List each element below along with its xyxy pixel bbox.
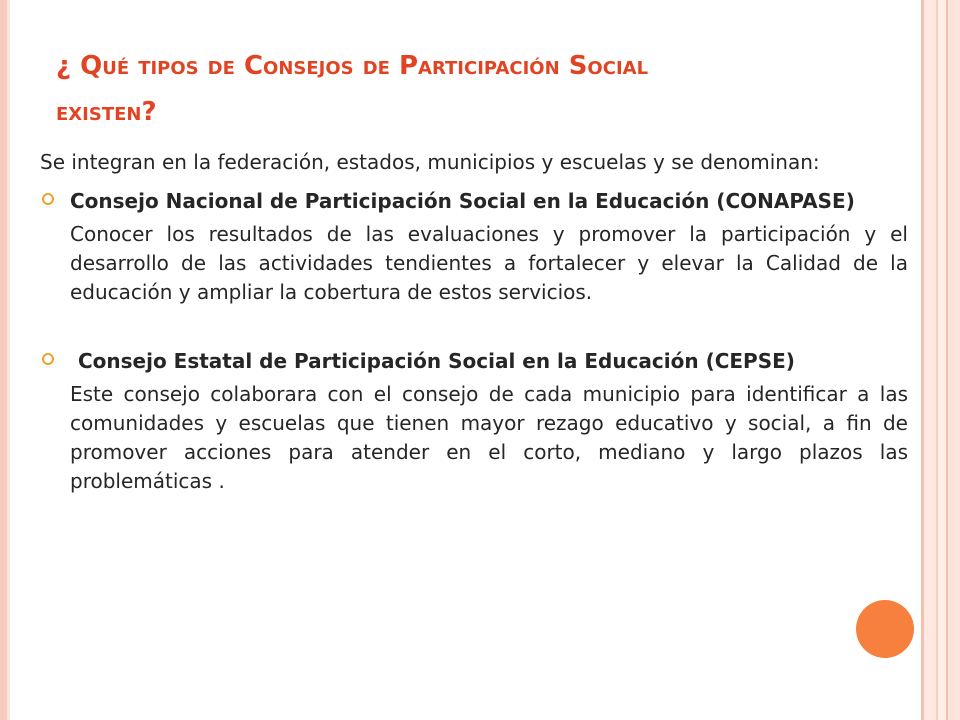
slide-title-line1: ¿ Qué tipos de Consejos de Participación Social (56, 51, 649, 81)
right-decorative-border (917, 0, 960, 720)
circle-bullet-icon (42, 353, 54, 365)
bullet-heading: Consejo Estatal de Participación Social en la Educación (CEPSE) (78, 349, 795, 373)
bullet-description: Este consejo colaborara con el consejo de cada municipio para identificar a las comunidades y escuelas que tienen mayor rezago educativo y social, a fin de promover acciones para atender en el corto, mediano y largo plazos las problemáticas . (70, 382, 908, 493)
circle-bullet-icon (42, 193, 54, 205)
slide-title-line2: existen? (56, 97, 157, 127)
bullet-item-cepse (40, 347, 908, 376)
bullet-description: Conocer los resultados de las evaluaciones y promover la participación y el desarrollo de las actividades tendientes a fortalecer y elevar la Calidad de la educación y ampliar la cobertura de estos servicios. (70, 222, 908, 304)
slide-body (40, 148, 908, 496)
slide-title (56, 43, 896, 135)
bullet-heading: Consejo Nacional de Participación Social en la Educación (CONAPASE) (70, 189, 855, 213)
bullet-item-conapase (40, 187, 908, 216)
orange-circle-decoration (856, 600, 914, 658)
left-decorative-stripe (0, 0, 10, 720)
intro-text: Se integran en la federación, estados, municipios y escuelas y se denominan: (40, 150, 820, 174)
